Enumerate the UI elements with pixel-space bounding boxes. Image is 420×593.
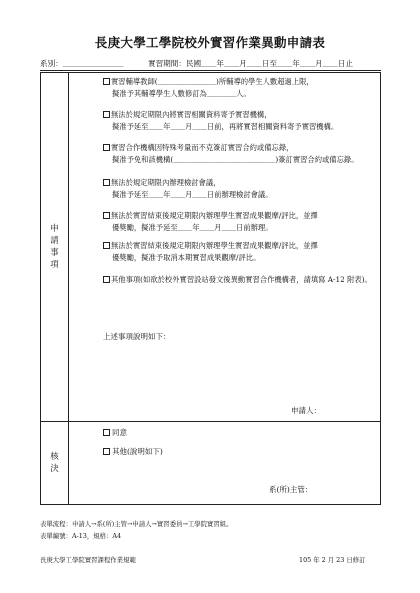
decide-label-cell [41,422,69,505]
decide-content [69,422,381,505]
form-title: 長庚大學工學院校外實習作業異動申請表 [94,35,326,50]
agree-label: 同意 [112,428,127,437]
checkbox[interactable] [103,212,110,219]
decision-agree[interactable] [103,427,127,438]
item-line1: 無法於實習結束後規定期限內辦理學生實習成果觀摩/評比，並擇 [111,241,318,250]
item-line2: 擬准予延至＿＿年＿＿月＿＿日前辦理檢討會議。 [112,190,273,199]
item-showcase-cancel[interactable] [103,240,318,264]
item-line2: 擬准予延至＿＿年＿＿月＿＿日前，再將實習相關資料寄予實習機構。 [112,122,339,131]
item-review-meeting[interactable] [103,177,273,201]
internship-period [148,58,353,69]
checkbox[interactable] [103,276,110,283]
item-line1: 無法於規定期限內辦理檢討會議， [111,178,221,187]
supervisor-signature[interactable]: 系(所)主管： [269,485,313,494]
apply-content [69,73,381,422]
checkbox[interactable] [103,242,110,249]
checkbox[interactable] [103,78,110,85]
footer-right: 105 年 2 月 23 日修訂 [299,556,366,564]
checkbox[interactable] [103,429,110,436]
form-table [40,72,381,505]
item-line1: 無法於實習結束後規定期限內辦理學生實習成果觀摩/評比，並擇 [111,211,318,220]
item-line1: 實習合作機構因特殊考量而不克簽訂實習合約或備忘錄， [111,143,294,152]
item-line1: 實習輔導教師(＿＿＿＿＿＿＿＿)所輔導的學生人數超過上限， [111,77,314,86]
other-label: 其他(說明如下) [112,447,163,456]
apply-row [41,73,381,422]
item-line1: 無法於規定期限內將實習相關資料寄予實習機構， [111,110,272,119]
item-line2: 擬准予免和該機構(＿＿＿＿＿＿＿＿＿＿＿＿＿＿)簽訂實習合約或備忘錄。 [112,155,359,164]
decide-label: 核決 [50,452,59,474]
item-send-docs[interactable] [103,109,338,133]
item-advisor-load[interactable] [103,76,314,100]
checkbox[interactable] [103,448,110,455]
item-line2: 優獎勵，擬准予延至＿＿年＿＿月＿＿日前辦理。 [112,223,273,232]
item-showcase-delay[interactable] [103,210,318,234]
apply-label-cell [41,73,69,422]
checkbox[interactable] [103,111,110,118]
other-item-text: 其他事項(如欲於校外實習設站發文後異動實習合作機構者，請填寫 A-12 附表)。 [111,275,372,284]
checkbox[interactable] [103,144,110,151]
item-line2: 擬准予其輔導學生人數修訂為＿＿＿＿人。 [112,89,251,98]
department-field[interactable]: 系別：＿＿＿＿＿＿＿＿ [40,59,124,68]
apply-label: 申請事項 [50,224,59,270]
header-rule [40,70,381,71]
item-line2: 優獎勵，擬准予取消本期實習成果觀摩/評比。 [112,253,261,262]
checkbox[interactable] [103,179,110,186]
decision-other[interactable] [103,446,163,457]
item-contract-waiver[interactable] [103,142,359,166]
form-number-note: 表單編號：A-13，規格：A4 [40,532,122,540]
footer-left: 長庚大學工學院實習課程作業規範 [40,556,136,564]
period-field[interactable]: 民國＿＿年＿＿月＿＿日至＿＿年＿＿月＿＿日止 [185,59,354,68]
applicant-signature[interactable]: 申請人： [291,406,321,415]
decide-row [41,422,381,505]
process-note: 表單流程：申請人→系(所)主管→申請人→實習委員→工學院實習組。 [40,520,233,528]
period-label: 實習期間： [148,59,186,68]
explanation-label: 上述事項說明如下： [103,332,171,341]
item-other[interactable] [103,274,403,286]
